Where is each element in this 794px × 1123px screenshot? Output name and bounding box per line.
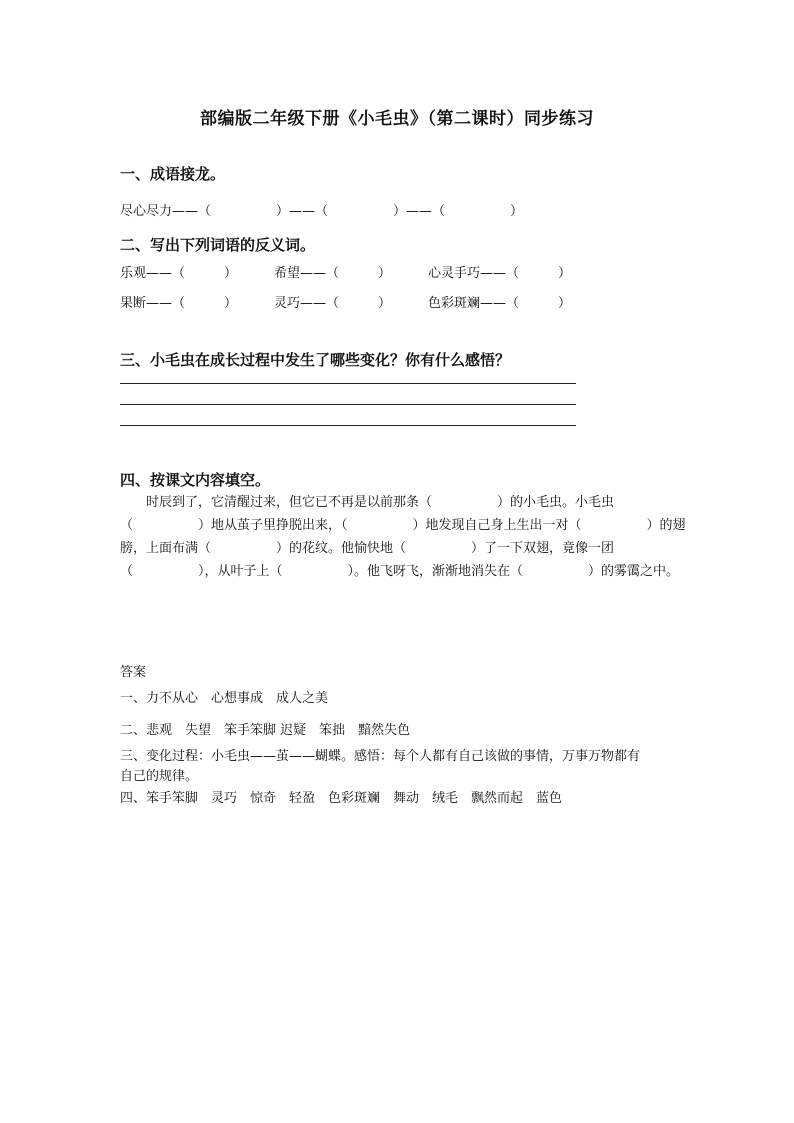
section1-heading: 一、成语接龙。 bbox=[120, 165, 226, 183]
answer-line bbox=[120, 383, 576, 384]
fill-blank-paragraph bbox=[120, 491, 686, 583]
answer-line-3: 三、变化过程：小毛虫——茧——蝴蝶。感悟：每个人都有自己该做的事情，万事万物都有 bbox=[120, 749, 641, 764]
section4-heading: 四、按课文内容填空。 bbox=[120, 471, 271, 489]
antonym-item: 灵巧——（ ） bbox=[274, 296, 392, 311]
answer-line-1: 一、力不从心 心想事成 成人之美 bbox=[120, 691, 329, 706]
answer-line-4: 四、笨手笨脚 灵巧 惊奇 轻盈 色彩斑斓 舞动 绒毛 飘然而起 蓝色 bbox=[120, 791, 563, 806]
antonym-item: 乐观——（ ） bbox=[120, 266, 238, 281]
answer-line-2: 二、悲观 失望 笨手笨脚 迟疑 笨拙 黯然失色 bbox=[120, 723, 411, 738]
answer-line bbox=[120, 425, 576, 426]
antonym-item: 色彩斑斓——（ ） bbox=[428, 296, 572, 311]
section3-heading: 三、小毛虫在成长过程中发生了哪些变化？你有什么感悟？ bbox=[120, 351, 511, 369]
idiom-chain-line: 尽心尽力——（ ）——（ ）——（ ） bbox=[120, 204, 524, 219]
paragraph-line: （ ），从叶子上（ ）。他飞呀飞，渐渐地消失在（ ）的雾霭之中。 bbox=[120, 564, 680, 579]
answer-line bbox=[120, 404, 576, 405]
paragraph-line: （ ）地从茧子里挣脱出来，（ ）地发现自己身上生出一对（ ）的翅 bbox=[120, 518, 686, 533]
antonym-item: 心灵手巧——（ ） bbox=[428, 266, 572, 281]
answers-label: 答案 bbox=[120, 665, 147, 680]
antonym-item: 希望——（ ） bbox=[274, 266, 392, 281]
section2-heading: 二、写出下列词语的反义词。 bbox=[120, 236, 316, 254]
paragraph-line: 膀，上面布满（ ）的花纹。他愉快地（ ）了一下双翅，竟像一团 bbox=[120, 541, 615, 556]
paragraph-line: 时辰到了，它清醒过来，但它已不再是以前那条（ ）的小毛虫。小毛虫 bbox=[120, 495, 615, 510]
page-title: 部编版二年级下册《小毛虫》（第二课时）同步练习 bbox=[200, 109, 594, 129]
answer-line-3-cont: 自己的规律。 bbox=[120, 769, 199, 784]
antonym-item: 果断——（ ） bbox=[120, 296, 238, 311]
